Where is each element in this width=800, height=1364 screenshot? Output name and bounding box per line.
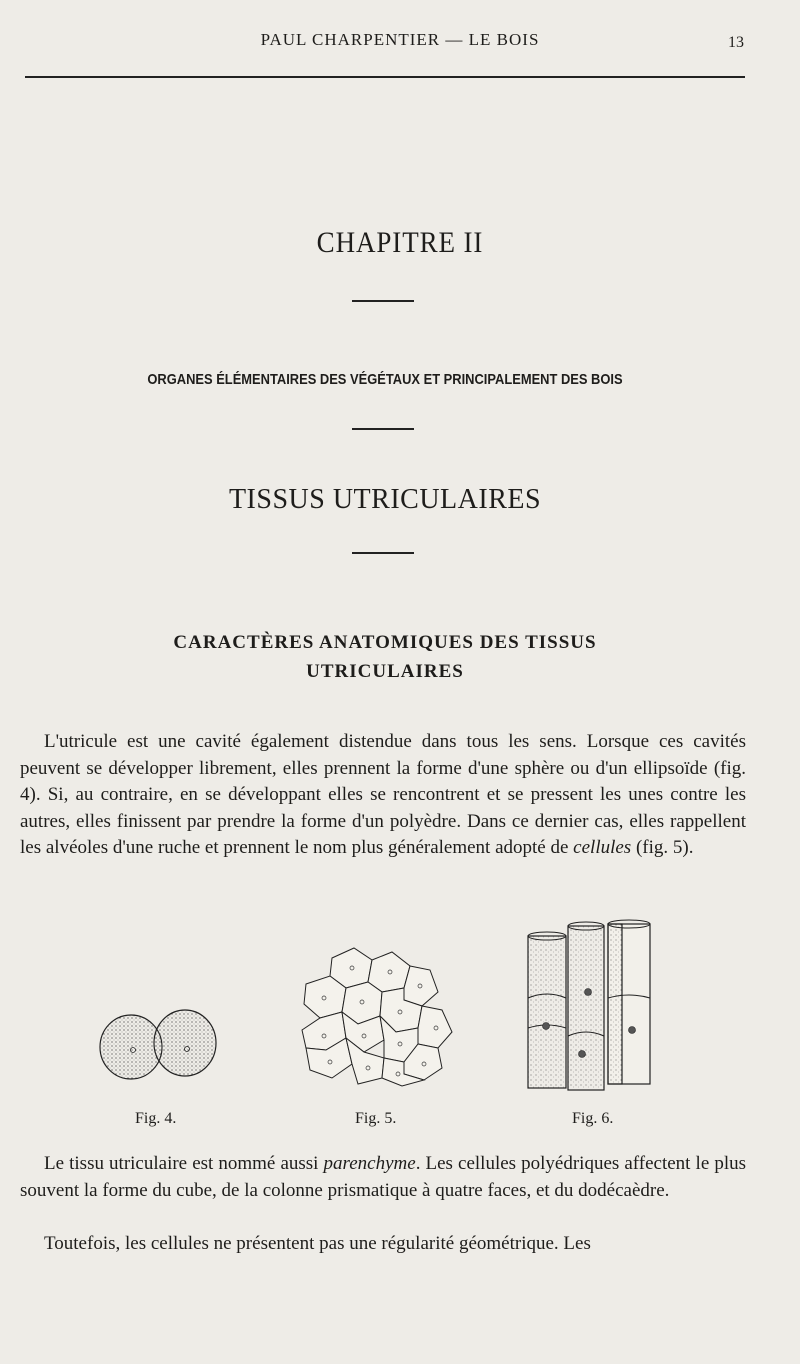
header-rule: [25, 76, 745, 78]
figure-5-caption: Fig. 5.: [355, 1110, 397, 1127]
figure-6-caption: Fig. 6.: [572, 1110, 614, 1127]
chapter-divider: [352, 300, 414, 302]
chapter-subtitle: ORGANES ÉLÉMENTAIRES DES VÉGÉTAUX ET PRINCIPALEMENT DES BOIS: [147, 371, 623, 388]
paragraph-text: Toutefois, les cellules ne présentent pas une régularité géométrique. Les: [44, 1233, 591, 1254]
figure-4-caption: Fig. 4.: [135, 1110, 177, 1127]
figure-4-spherical-cells: [95, 1005, 225, 1085]
paragraph-text: L'utricule est une cavité également distendue dans tous les sens. Lorsque ces cavités peuvent se développer librement, elles prennent la forme d'une sphère ou d'un ellipsoïde (fig. 4). Si, au contraire, en se développant elles se rencontrent et se pressent les unes contre les autres, elles finissent par prendre la forme d'un polyèdre. Dans ce dernier cas, elles rappellent les alvéoles d'une ruche et prennent le nom plus généralement adopté de: [20, 731, 746, 858]
section-title: [0, 628, 770, 686]
paragraph-toutefois: [20, 1231, 746, 1258]
sphere-cell-left: [100, 1015, 162, 1079]
figure-6-elongated-cells: [520, 918, 660, 1098]
paragraph-text-end: (fig. 5).: [631, 837, 694, 858]
paragraph-text: Le tissu utriculaire est nommé aussi: [44, 1153, 324, 1174]
sphere-cell-right: [154, 1010, 216, 1076]
paragraph-utricule: [20, 729, 746, 862]
subtitle-divider: [352, 428, 414, 430]
section-title-line2: UTRICULAIRES: [306, 661, 464, 682]
page-number: 13: [728, 34, 744, 51]
part-title: TISSUS UTRICULAIRES: [228, 484, 542, 515]
part-divider: [352, 552, 414, 554]
paragraph-text-end: . Les cellules polyédriques affectent le plus souvent la forme du cube, de la colonne prismatique à quatre faces, et du dodécaèdre.: [20, 1153, 746, 1201]
figure-5-polyhedral-cells: [292, 940, 462, 1090]
emphasis-cellules: cellules: [573, 837, 632, 858]
paragraph-parenchyme: [20, 1151, 746, 1204]
section-title-line1: CARACTÈRES ANATOMIQUES DES TISSUS: [173, 632, 597, 653]
chapter-title: CHAPITRE II: [316, 226, 484, 259]
emphasis-parenchyme: parenchyme: [323, 1153, 416, 1174]
running-head: PAUL CHARPENTIER — LE BOIS: [260, 30, 540, 49]
